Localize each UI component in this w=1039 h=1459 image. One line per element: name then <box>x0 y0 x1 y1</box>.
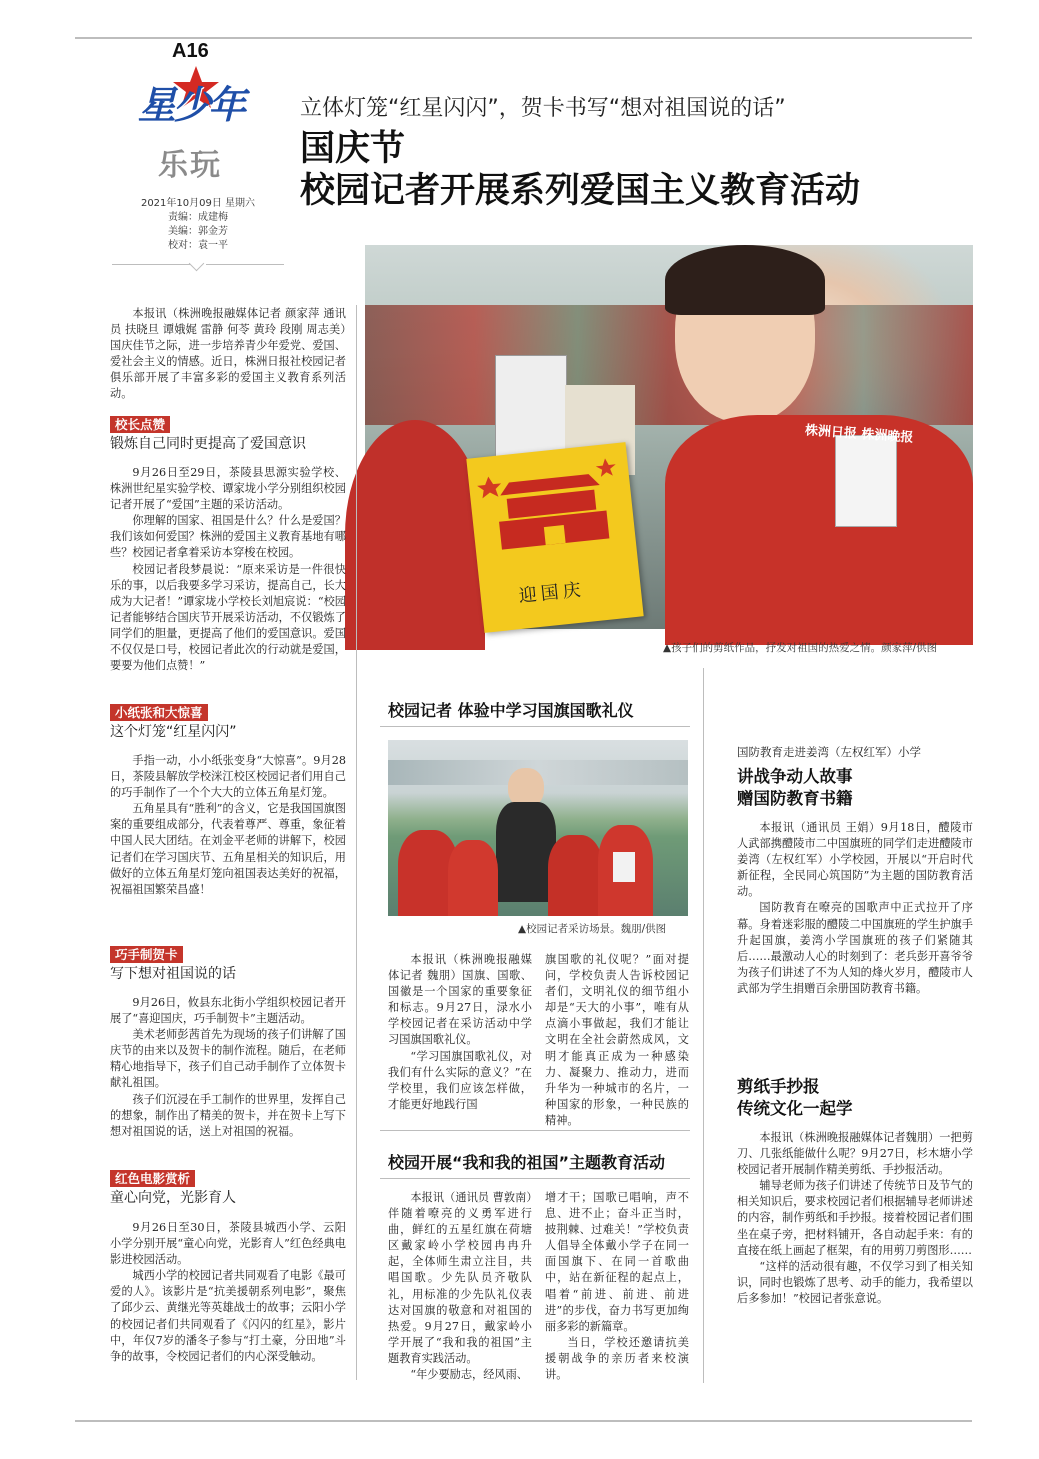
paragraph: 增才干；国歌已唱响，声不息、进不止；奋斗正当时，披荆棘、过难关！”学校负责人倡导全体戴小学子在同一面国旗下、在同一首歌曲中，站在新征程的起点上，唱着“前进、前进、前进进”的步伐，奋力书写更加绚丽多彩的新篇章。 <box>545 1191 689 1333</box>
paper-story-title-line1: 剪纸手抄报 <box>737 1077 820 1096</box>
defense-story-body <box>737 820 973 1042</box>
paragraph: 孩子们沉浸在手工制作的世界里，发挥自己的想象，制作出了精美的贺卡，并在贺卡上写下想对祖国说的话，送上对祖国的祝福。 <box>110 1092 346 1138</box>
date: 2021年10月09日 星期六 <box>140 198 256 209</box>
section-principal <box>110 414 346 454</box>
paragraph: 本报讯（株洲晚报融媒体记者魏朋）一把剪刀、几张纸能做什么呢？9月27日，杉木塘小学校园记者开展制作精美剪纸、手抄报活动。 <box>737 1131 973 1177</box>
flag-story-title: 校园记者 体验中学习国旗国歌礼仪 <box>388 701 634 720</box>
paragraph: 城西小学的校园记者共同观看了电影《最可爱的人》。该影片是“抗美援朝系列电影”，聚焦了邱少云、黄继光等英雄战士的故事；云阳小学的校园记者们共同观看了《闪闪的红星》，影片中，年仅7岁的潘冬子参与“打土豪，分田地”斗争的故事，令校园记者们的内心深受触动。 <box>110 1269 346 1363</box>
section-subtitle: 锻炼自己同时更提高了爱国意识 <box>110 436 306 452</box>
defense-story-kicker: 国防教育走进姜湾（左权红军）小学 <box>737 745 921 759</box>
card-text: 迎国庆 <box>517 579 586 608</box>
flag-story-caption: ▲校园记者采访场景。魏朋/供图 <box>518 923 667 935</box>
chevron-down-icon <box>189 256 205 272</box>
theme-story-top-rule <box>380 1130 690 1131</box>
paragraph: 本报讯（株洲晚报融媒体记者 魏朋）国旗、国歌、国徽是一个国家的重要象征和标志。9月27日，渌水小学校园记者在采访活动中学习国旗国歌礼仪。 <box>388 953 532 1047</box>
column-divider <box>356 305 357 1380</box>
section-principal-body <box>110 465 346 687</box>
section-film <box>110 1168 346 1208</box>
paragraph: 本报讯（通讯员 王娟）9月18日，醴陵市人武部携醴陵市二中国旗班的同学们走进醴陵市姜湾（左权红军）小学校园，开展以“开启时代新征程，全民同心筑国防”为主题的国防教育活动。 <box>737 821 973 899</box>
masthead-meta <box>128 197 268 253</box>
editor: 责编：成建梅 <box>168 212 228 223</box>
section-film-body <box>110 1220 346 1380</box>
section-tag: 巧手制贺卡 <box>110 946 183 963</box>
column-divider-right <box>703 668 704 1383</box>
theme-story-col2 <box>545 1190 689 1386</box>
paragraph: 五角星具有“胜利”的含义，它是我国国旗图案的重要组成部分，代表着尊严、尊重，象征着中国人民大团结。在刘金平老师的讲解下，校园记者们在学习国庆节、五角星相关的知识后，用做好的立体五角星灯笼向祖国表达美好的祝福，祝福祖国繁荣昌盛！ <box>110 802 346 896</box>
bottom-rule <box>75 1420 972 1422</box>
paragraph: 当日，学校还邀请抗美援朝战争的亲历者来校演讲。 <box>545 1335 689 1382</box>
section-lantern <box>110 702 346 742</box>
paper-cut-card <box>466 442 643 633</box>
paragraph: 美术老师彭茜首先为现场的孩子们讲解了国庆节的由来以及贺卡的制作流程。随后，在老师精心地指导下，孩子们自己动手制作了立体贺卡献礼祖国。 <box>110 1028 346 1090</box>
paragraph: 旗国歌的礼仪呢？”面对提问，学校负责人告诉校园记者们，文明礼仪的细节组小却是“天大的小事”，唯有从点滴小事做起，我们才能让文明在全社会蔚然成风，文明才能真正成为一种感染力、凝聚力、推动力，进而升华为一种城市的名片，一种国家的形象，一种民族的精神。 <box>545 953 689 1127</box>
paragraph: “学习国旗国歌礼仪，对我们有什么实际的意义？”在学校里，我们应该怎样做，才能更好地践行国 <box>388 1049 532 1111</box>
masthead-divider-right <box>206 264 284 265</box>
section-lantern-body <box>110 753 346 933</box>
lead-intro <box>110 306 346 403</box>
proofreader: 校对：袁一平 <box>168 240 228 251</box>
paragraph: 校园记者段梦晨说：“原来采访是一件很快乐的事，以后我要多学习采访，提高自己，长大成为大记者！”谭家垅小学校长刘旭宸说：“校园记者能够结合国庆节开展采访活动，不仅锻炼了同学们的胆量，更提高了他们的爱国意识。爱国不仅仅是口号，校园记者此次的行动就是爱国，要要为他们点赞！” <box>110 562 346 673</box>
masthead-divider <box>112 264 190 265</box>
main-photo <box>365 245 973 629</box>
section-subtitle: 这个灯笼“红星闪闪” <box>110 724 237 740</box>
page-number: A16 <box>172 40 209 62</box>
flag-story-photo <box>388 740 688 916</box>
paragraph: 9月26日至30日，茶陵县城西小学、云阳小学分别开展“童心向党，光影育人”红色经典电影进校园活动。 <box>110 1221 346 1267</box>
paragraph: 9月26日，攸县东北街小学组织校园记者开展了“喜迎国庆，巧手制贺卡”主题活动。 <box>110 996 346 1026</box>
defense-story-title-line1: 讲战争动人故事 <box>737 767 853 786</box>
flag-story-divider <box>380 726 690 727</box>
paragraph: 你理解的国家、祖国是什么？什么是爱国？我们该如何爱国？株洲的爱国主义教育基地有哪些？校园记者拿着采访本穿梭在校园。 <box>110 514 346 560</box>
defense-story-title-line2: 赠国防教育书籍 <box>737 789 853 808</box>
section-subtitle: 写下想对祖国说的话 <box>110 966 236 982</box>
headline-title-line2: 校园记者开展系列爱国主义教育活动 <box>300 171 861 211</box>
paper-story-title-line2: 传统文化一起学 <box>737 1099 853 1118</box>
section-tag: 校长点赞 <box>110 416 170 433</box>
section-name: 乐玩 <box>158 148 222 183</box>
lead-intro-text: 本报讯（株洲晚报融媒体记者 颜家萍 通讯员 扶晓旦 谭娥娓 雷静 何苓 黄玲 段刚 周志美）国庆佳节之际，进一步培养青少年爱党、爱国、爱社会主义的情感。近日，株洲日报社校园记者俱乐部开展了丰富多彩的爱国主义教育系列活动。 <box>110 307 346 401</box>
paragraph: 手指一动，小小纸张变身“大惊喜”。9月28日，茶陵县解放学校洣江校区校园记者们用自己的巧手制作了一个个大大的立体五角星灯笼。 <box>110 754 346 800</box>
paragraph: 9月26日至29日，茶陵县思源实验学校、株洲世纪星实验学校、谭家垅小学分别组织校园记者开展了“爱国”主题的采访活动。 <box>110 466 346 512</box>
headline-kicker: 立体灯笼“红星闪闪”，贺卡书写“想对祖国说的话” <box>300 96 786 121</box>
flag-story-col2 <box>545 952 689 1127</box>
section-card-body <box>110 995 346 1153</box>
paragraph: 国防教育在嘹亮的国歌声中正式拉开了序幕。身着迷彩服的醴陵二中国旗班的学生护旗手升起国旗，姜湾小学国旗班的孩子们紧随其后……最激动人心的时刻到了：老兵彭开喜爷爷为孩子们讲述了不为人知的烽火岁月，醴陵市人武部为学生捐赠百余册国防教育书籍。 <box>737 901 973 995</box>
paragraph: 本报讯（通讯员 曹敦南）伴随着嘹亮的义勇军进行曲，鲜红的五星红旗在荷塘区戴家岭小学校园冉冉升起，全体师生肃立注目，共唱国歌。少先队员齐敬队礼，用标准的少先队礼仪表达对国旗的敬意和对祖国的热爱。9月27日，戴家岭小学开展了“我和我的祖国”主题教育实践活动。 <box>388 1191 532 1365</box>
paragraph: “这样的活动很有趣，不仅学习到了相关知识，同时也锻炼了思考、动手的能力，我希望以后多参加！”校园记者张意说。 <box>737 1259 973 1305</box>
theme-story-divider <box>380 1178 690 1179</box>
paper-story-body <box>737 1130 973 1370</box>
theme-story-col1 <box>388 1190 532 1386</box>
headline-title-line1: 国庆节 <box>300 129 406 169</box>
section-tag: 小纸张和大惊喜 <box>110 704 208 721</box>
paragraph: 辅导老师为孩子们讲述了传统节日及节气的相关知识后，要求校园记者们根据辅导老师讲述的内容，制作剪纸和手抄报。接着校园记者们围坐在桌子旁，把材料铺开，各自动起手来：有的直接在纸上画起了框架，有的用剪刀剪图形…… <box>737 1179 973 1257</box>
flag-story-col1 <box>388 952 532 1114</box>
logo-text: 星少年 <box>138 83 244 127</box>
section-card <box>110 944 346 984</box>
section-tag: 红色电影赏析 <box>110 1170 195 1187</box>
gate-tower-icon <box>466 442 638 578</box>
theme-story-title: 校园开展“我和我的祖国”主题教育活动 <box>388 1153 666 1172</box>
main-photo-caption: ▲孩子们的剪纸作品，抒发对祖国的热爱之情。颜家萍/供图 <box>663 642 938 654</box>
section-subtitle: 童心向党，光影育人 <box>110 1190 236 1206</box>
vest-text: 株洲日报 株洲晚报 <box>804 423 914 446</box>
designer: 美编：郭金芳 <box>168 226 228 237</box>
top-rule <box>75 37 972 39</box>
paragraph: “年少要励志，经风雨、 <box>410 1368 528 1382</box>
logo <box>136 60 256 140</box>
